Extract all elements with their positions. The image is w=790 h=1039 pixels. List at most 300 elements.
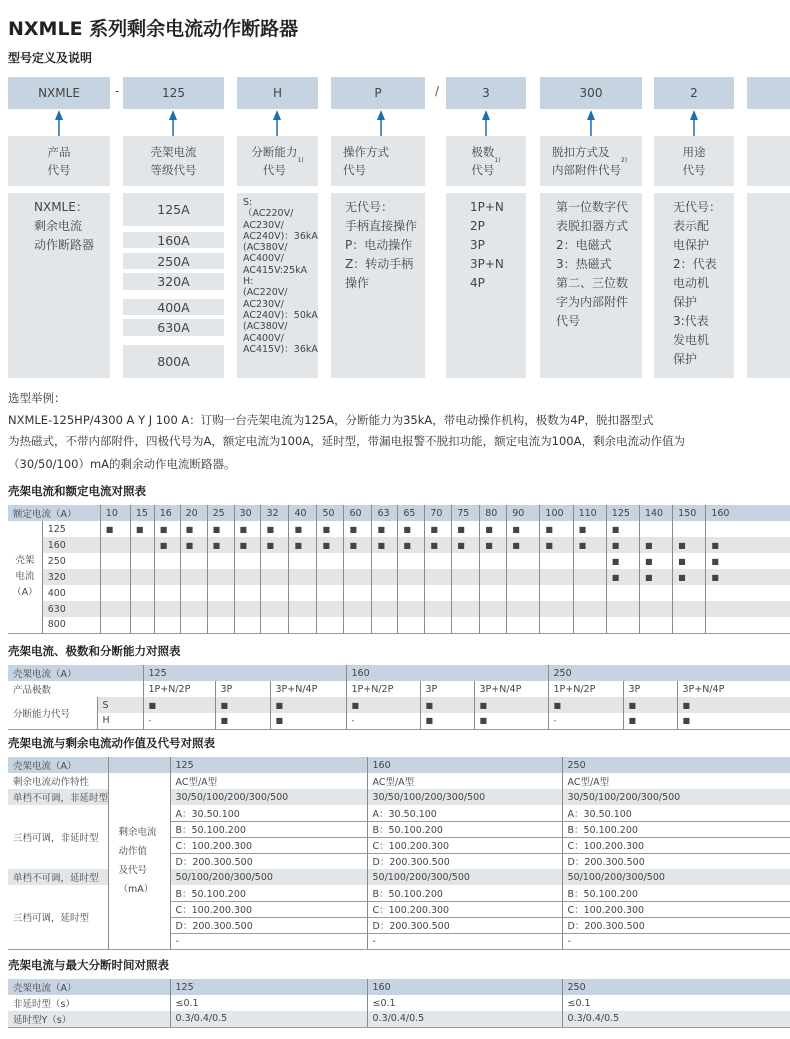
breaking-label: 分断能力代号 [8,697,97,729]
mark-cell: ■ [425,521,452,537]
frame-value: 125 [42,521,100,537]
mark-cell [507,585,540,601]
rated-current-header: 32 [261,505,289,521]
residual-value: A：30.50.100 [170,805,367,821]
row-label: 壳架电流（A） [8,979,170,995]
rated-current-header: 10 [100,505,130,521]
mark-cell [480,569,507,585]
poles-value: 3P+N/4P [270,681,346,697]
mark-cell: ■ [507,537,540,553]
residual-value: B：50.100.200 [562,885,790,901]
breaking-row [8,697,790,713]
mark-cell [180,553,207,569]
mark-cell [540,553,573,569]
table3-heading: 壳架电流与剩余电流动作值及代号对照表 [8,736,215,750]
arrow-up-icon [481,110,491,136]
row-label: 剩余电流动作特性 [13,777,90,788]
rated-current-header: 75 [452,505,480,521]
residual-current-table [8,757,790,950]
frame-value: 160 [42,537,100,553]
poles-value: 1P+N/2P [346,681,420,697]
rated-current-header: 15 [130,505,154,521]
mark-cell [344,601,372,617]
rated-current-header: 65 [398,505,425,521]
frame-value: 630 [42,601,100,617]
time-value: 0.3/0.4/0.5 [562,1011,790,1027]
mark-cell [540,585,573,601]
mark-cell: ■ [540,537,573,553]
mark-cell [540,569,573,585]
mark-cell: ■ [480,537,507,553]
mark-cell: ■ [639,553,672,569]
mark-cell: ■ [673,569,706,585]
residual-value: - [367,933,562,949]
mark-cell [573,601,606,617]
mark-cell [180,585,207,601]
rated-current-header: 140 [639,505,672,521]
mark-cell: ■ [398,537,425,553]
poles-value: 3P [420,681,474,697]
mark-cell [480,617,507,633]
mark-cell [673,521,706,537]
residual-value: D：200.300.500 [170,917,367,933]
rated-current-header: 125 [606,505,639,521]
mark-cell [452,601,480,617]
breaking-mark: ■ [474,697,548,713]
residual-value: C：100.200.300 [170,837,367,853]
mark-cell: ■ [606,537,639,553]
frame-header: 250 [548,665,790,681]
table-row [8,537,790,553]
breaking-mark: ■ [623,713,677,729]
frame-label: 壳架电流（A） [8,665,143,681]
code-poles: 3 [446,77,526,109]
mark-cell: ■ [154,521,180,537]
residual-value: D：200.300.500 [367,853,562,869]
frame-value: 250 [42,553,100,569]
breaking-mark: ■ [420,713,474,729]
mark-cell: ■ [673,537,706,553]
rated-current-header: 60 [344,505,372,521]
breaking-mark: ■ [270,713,346,729]
example-heading: 选型举例： [8,391,66,405]
frame-header: 125 [143,665,346,681]
breaking-mark: ■ [143,697,215,713]
mark-cell [606,617,639,633]
frame-header: 160 [346,665,548,681]
mark-cell [398,569,425,585]
label-release: 脱扣方式及 内部附件代号 2) [540,136,642,186]
mark-cell [606,601,639,617]
rated-current-header: 90 [507,505,540,521]
mark-cell: ■ [207,521,234,537]
mark-cell: ■ [398,521,425,537]
row-label: 单档不可调，延时型 [8,869,108,885]
mark-cell [372,585,398,601]
mark-cell: ■ [673,553,706,569]
time-value: ≤0.1 [367,995,562,1011]
mark-cell [289,601,317,617]
mark-cell [207,601,234,617]
rated-current-header: 70 [425,505,452,521]
mark-cell: ■ [639,537,672,553]
mark-cell [207,569,234,585]
table-row [8,617,790,633]
arrow-up-icon [272,110,282,136]
mark-cell [234,601,261,617]
mark-cell [573,569,606,585]
time-value: ≤0.1 [562,995,790,1011]
mark-cell: ■ [261,521,289,537]
mark-cell: ■ [317,521,344,537]
mark-cell [317,617,344,633]
breaking-mark: ■ [548,697,623,713]
mark-cell [317,585,344,601]
mark-cell [639,601,672,617]
table-row [8,521,790,537]
mark-cell [425,553,452,569]
row-label: 延时型Y（s） [8,1011,170,1027]
rated-current-header: 40 [289,505,317,521]
mark-cell [372,569,398,585]
mark-cell [100,617,130,633]
table-row [8,1011,790,1027]
residual-value: 30/50/100/200/300/500 [562,789,790,805]
frame-250a: 250A [123,253,224,269]
mark-cell: ■ [289,537,317,553]
model-definition-heading: 型号定义及说明 [8,51,93,65]
mark-cell [130,553,154,569]
frame-rated-current-table [8,505,790,634]
example-line: 为热磁式，不带内部附件，四极代号为A，额定电流为100A，延时型，带漏电报警不脱扣功能，额定电流为100A，剩余电流动作值为 [8,434,685,448]
blank-header [108,757,170,773]
frame-header: 250 [562,757,790,773]
arrow-up-icon [586,110,596,136]
mark-cell [154,553,180,569]
frame-label: 壳架电流（A） [8,757,108,773]
mark-cell: ■ [480,521,507,537]
mark-cell: ■ [606,521,639,537]
mark-cell [261,601,289,617]
residual-value: B：50.100.200 [170,885,367,901]
frame-side-label: 壳架 电流 （A） [8,521,42,633]
mark-cell [234,585,261,601]
time-value: 125 [170,979,367,995]
table-row [8,601,790,617]
breaking-mark: ■ [623,697,677,713]
mark-cell [261,585,289,601]
rated-current-header: 160 [706,505,790,521]
mark-cell [507,601,540,617]
residual-value: AC型/A型 [562,773,790,789]
table-row [8,569,790,585]
residual-value-label: 剩余电流 动作值 及代号 （mA） [108,773,170,949]
mark-cell [344,553,372,569]
mark-cell [398,617,425,633]
breaking-mark: ■ [474,713,548,729]
mark-cell: ■ [372,537,398,553]
residual-value: C：100.200.300 [562,837,790,853]
mark-cell [639,617,672,633]
mark-cell: ■ [180,521,207,537]
mark-cell: ■ [317,537,344,553]
desc-breaking: S: （AC220V/ AC230V/ AC240V)：36kA (AC380V/ AC400V/ AC415V:25kA H: (AC220V/ AC230V/ AC240V)：50kA (AC380V/ AC400V/ AC415V)：36kA [237,193,318,378]
corner-label: 额定电流（A） [8,505,100,521]
mark-cell: ■ [207,537,234,553]
table1-heading: 壳架电流和额定电流对照表 [8,484,146,498]
arrow-up-icon [168,110,178,136]
mark-cell [706,585,790,601]
row-label: 单档不可调，非延时型 [8,789,108,805]
rated-current-header: 100 [540,505,573,521]
residual-value: - [562,933,790,949]
frame-poles-breaking-table [8,665,790,730]
rated-current-header: 16 [154,505,180,521]
mark-cell [452,585,480,601]
mark-cell [180,617,207,633]
mark-cell [573,553,606,569]
frame-value: 400 [42,585,100,601]
residual-value: 30/50/100/200/300/500 [170,789,367,805]
mark-cell [154,617,180,633]
table-row [8,979,790,995]
poles-value: 1P+N/2P [143,681,215,697]
row-label: 三档可调，延时型 [8,885,108,949]
mark-cell: ■ [706,537,790,553]
residual-value: C：100.200.300 [367,901,562,917]
mark-cell [154,601,180,617]
residual-value: D：200.300.500 [170,853,367,869]
residual-value: 50/100/200/300/500 [367,869,562,885]
mark-cell [344,585,372,601]
mark-cell [234,553,261,569]
label-operation: 操作方式 代号 [331,136,425,186]
mark-cell: ■ [452,537,480,553]
mark-cell [480,585,507,601]
arrow-up-icon [689,110,699,136]
mark-cell [452,569,480,585]
mark-cell [398,553,425,569]
table-header-row [8,505,790,521]
mark-cell [180,601,207,617]
table2-heading: 壳架电流、极数和分断能力对照表 [8,644,181,658]
residual-value: A：30.50.100 [562,805,790,821]
mark-cell [100,537,130,553]
residual-value: 50/100/200/300/500 [562,869,790,885]
mark-cell [673,601,706,617]
breaking-code: H [97,713,143,729]
residual-value: A：30.50.100 [367,805,562,821]
mark-cell: ■ [234,521,261,537]
frame-header: 125 [170,757,367,773]
frame-value: 320 [42,569,100,585]
residual-value: D：200.300.500 [562,853,790,869]
frame-value: 800 [42,617,100,633]
label-product: 产品 代号 [8,136,110,186]
residual-value: C：100.200.300 [170,901,367,917]
mark-cell: ■ [344,521,372,537]
mark-cell [100,553,130,569]
poles-value: 3P [623,681,677,697]
mark-cell [425,569,452,585]
mark-cell [706,617,790,633]
mark-cell [154,569,180,585]
mark-cell: ■ [639,569,672,585]
example-line: （30/50/100）mA的剩余动作电流断路器。 [8,457,236,471]
mark-cell [317,601,344,617]
residual-value: B：50.100.200 [367,821,562,837]
residual-value: B：50.100.200 [367,885,562,901]
desc-poles: 1P+N 2P 3P 3P+N 4P [446,193,526,378]
mark-cell [130,617,154,633]
residual-value: - [170,933,367,949]
breaking-mark: ■ [677,697,790,713]
breaking-mark: - [346,713,420,729]
mark-cell [130,537,154,553]
mark-cell [398,585,425,601]
mark-cell [289,617,317,633]
desc-release: 第一位数字代 表脱扣器方式 2：电磁式 3：热磁式 第二、三位数 字为内部附件 代号 [540,193,642,378]
mark-cell: ■ [573,537,606,553]
residual-value: D：200.300.500 [367,917,562,933]
mark-cell [425,617,452,633]
mark-cell [507,569,540,585]
table-row [8,585,790,601]
row-label: 非延时型（s） [13,999,75,1010]
time-value: 160 [367,979,562,995]
mark-cell [573,617,606,633]
frame-320a: 320A [123,273,224,290]
frame-header: 160 [367,757,562,773]
mark-cell [317,553,344,569]
mark-cell [540,601,573,617]
frame-125a: 125A [123,193,224,226]
code-breaking: H [237,77,318,109]
separator-slash: / [435,84,440,98]
residual-value: C：100.200.300 [562,901,790,917]
poles-value: 3P+N/4P [474,681,548,697]
mark-cell [706,601,790,617]
table4-heading: 壳架电流与最大分断时间对照表 [8,958,169,972]
frame-800a: 800A [123,345,224,378]
residual-value: D：200.300.500 [562,917,790,933]
mark-cell [344,617,372,633]
mark-cell [452,553,480,569]
mark-cell [507,617,540,633]
mark-cell: ■ [706,569,790,585]
mark-cell: ■ [452,521,480,537]
mark-cell [372,553,398,569]
mark-cell [289,553,317,569]
table-header-row [8,757,790,773]
breaking-mark: ■ [420,697,474,713]
label-breaking: 分断能力 代号 1) [237,136,318,186]
mark-cell [480,601,507,617]
rated-current-header: 30 [234,505,261,521]
mark-cell: ■ [234,537,261,553]
mark-cell [573,585,606,601]
mark-cell [372,617,398,633]
frame-160a: 160A [123,232,224,248]
mark-cell: ■ [100,521,130,537]
frame-400a: 400A [123,299,224,315]
mark-cell: ■ [573,521,606,537]
row-label: 三档可调，非延时型 [13,833,99,844]
time-value: ≤0.1 [170,995,367,1011]
desc-extra [747,193,790,378]
separator-dash: - [115,84,120,98]
mark-cell: ■ [289,521,317,537]
rated-current-header: 110 [573,505,606,521]
breaking-code: S [97,697,143,713]
mark-cell: ■ [180,537,207,553]
residual-value: 50/100/200/300/500 [170,869,367,885]
mark-cell [344,569,372,585]
mark-cell [639,521,672,537]
breaking-mark: ■ [677,713,790,729]
arrow-up-icon [376,110,386,136]
desc-operation: 无代号： 手柄直接操作 P：电动操作 Z：转动手柄 操作 [331,193,425,378]
mark-cell [398,601,425,617]
mark-cell [673,617,706,633]
mark-cell [207,617,234,633]
breaking-row [8,713,790,729]
mark-cell [507,553,540,569]
mark-cell [372,601,398,617]
mark-cell [130,569,154,585]
residual-value: B：50.100.200 [562,821,790,837]
mark-cell [673,585,706,601]
mark-cell [540,617,573,633]
mark-cell: ■ [130,521,154,537]
rated-current-header: 20 [180,505,207,521]
label-extra [747,136,790,186]
breaking-mark: ■ [346,697,420,713]
residual-value: AC型/A型 [170,773,367,789]
mark-cell: ■ [154,537,180,553]
mark-cell: ■ [606,569,639,585]
breaking-mark: ■ [215,697,270,713]
mark-cell: ■ [425,537,452,553]
breaking-mark: ■ [270,697,346,713]
label-usage: 用途 代号 [654,136,734,186]
mark-cell: ■ [540,521,573,537]
mark-cell [289,585,317,601]
arrow-up-icon [54,110,64,136]
code-frame: 125 [123,77,224,109]
mark-cell [207,585,234,601]
rated-current-header: 50 [317,505,344,521]
rated-current-header: 63 [372,505,398,521]
mark-cell [234,617,261,633]
label-frame: 壳架电流 等级代号 [123,136,224,186]
code-usage: 2 [654,77,734,109]
rated-current-header: 80 [480,505,507,521]
mark-cell: ■ [706,553,790,569]
rated-current-header: 25 [207,505,234,521]
table-row [8,553,790,569]
mark-cell [234,569,261,585]
residual-value: C：100.200.300 [367,837,562,853]
mark-cell [606,585,639,601]
mark-cell [425,585,452,601]
mark-cell: ■ [606,553,639,569]
mark-cell: ■ [372,521,398,537]
mark-cell: ■ [507,521,540,537]
label-poles: 极数 代号 1) [446,136,526,186]
mark-cell [207,553,234,569]
table-row [8,773,790,789]
